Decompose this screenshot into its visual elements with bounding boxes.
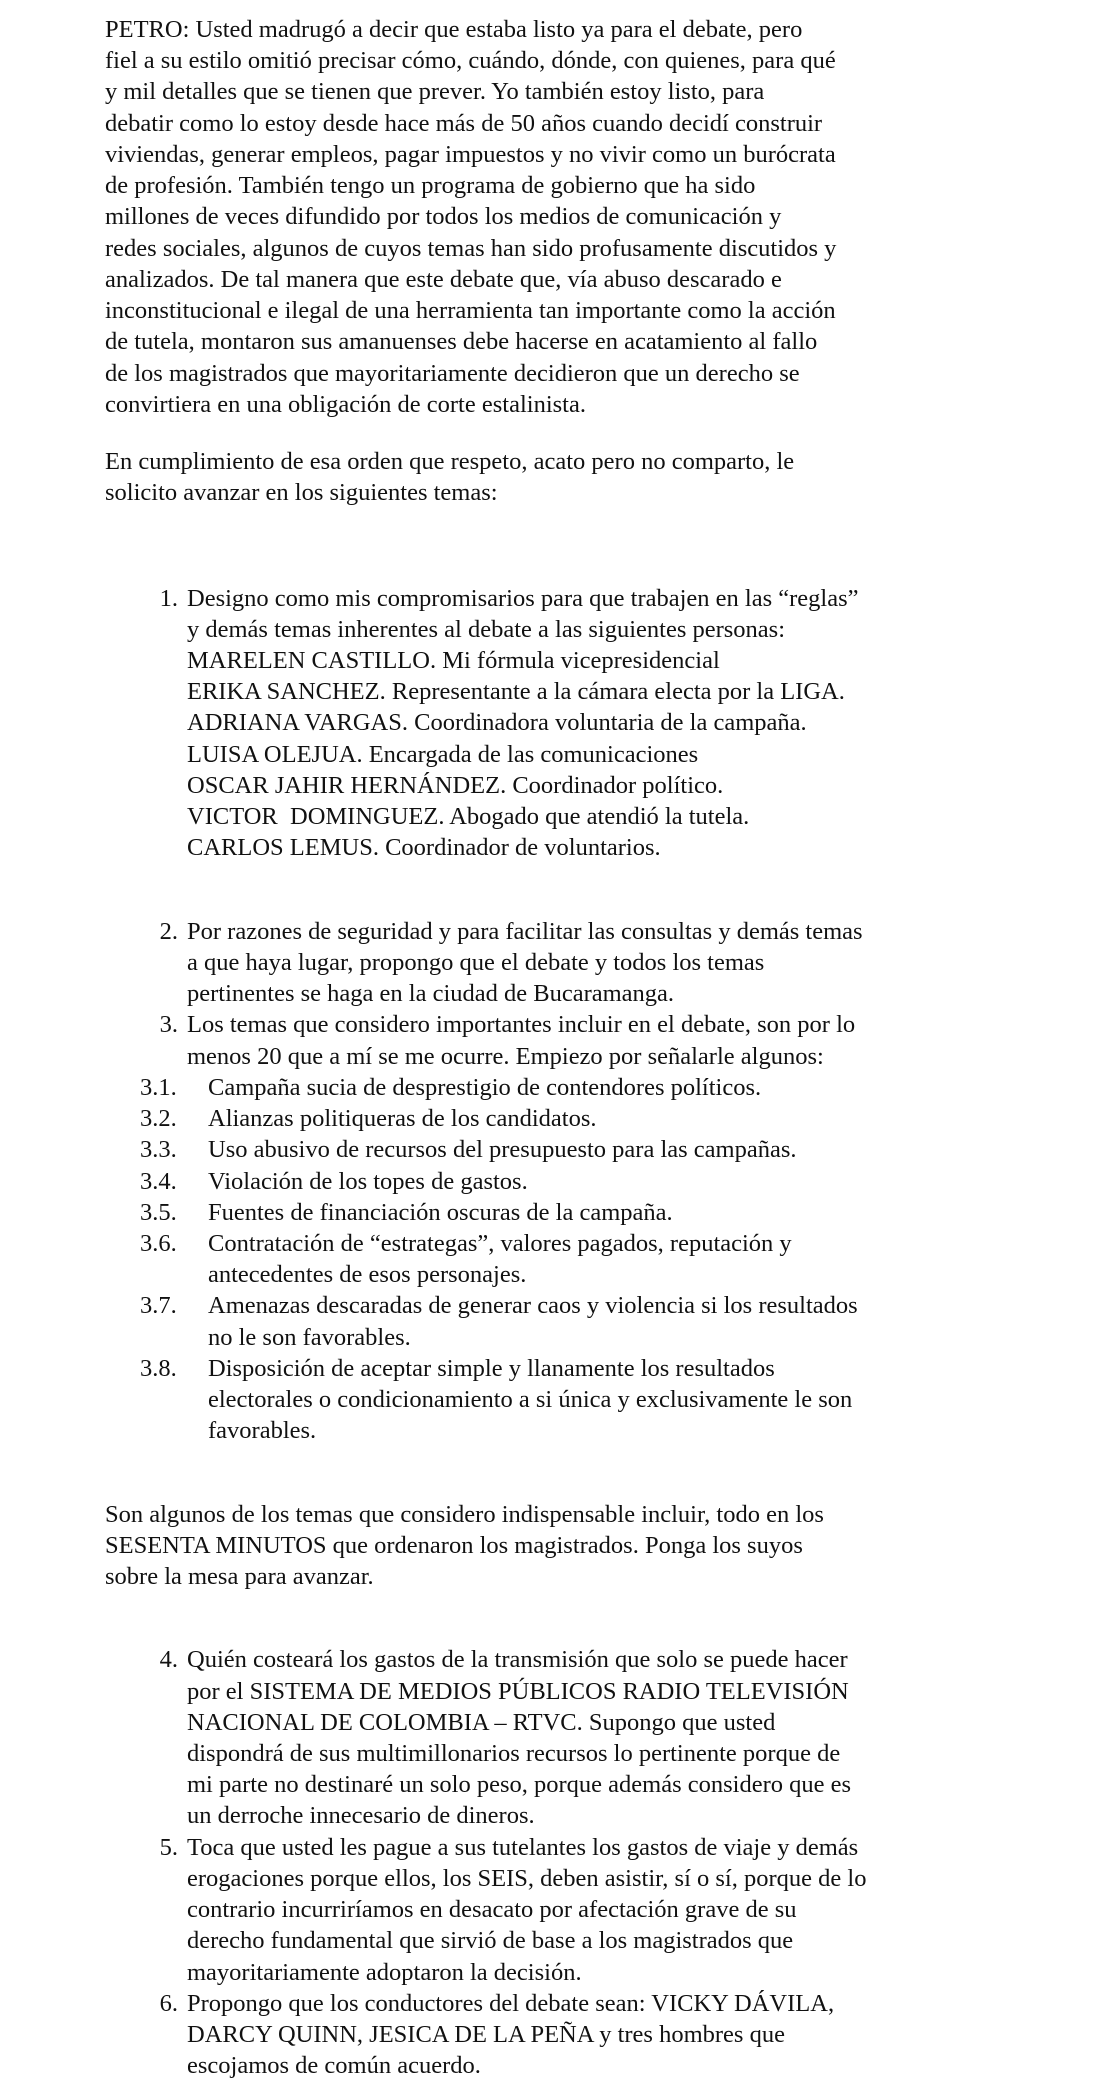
text-line: Propongo que los conductores del debate sean: VICKY DÁVILA, xyxy=(187,1989,835,2017)
list-item xyxy=(140,1988,995,2082)
text-line: Alianzas politiqueras de los candidatos. xyxy=(208,1105,597,1133)
paragraph-closing-minutes xyxy=(105,1499,995,1593)
list-item-body xyxy=(187,1832,995,1988)
document-body xyxy=(105,14,995,2082)
text-line: Uso abusivo de recursos del presupuesto para las campañas. xyxy=(208,1136,797,1164)
list-marker: 3.3. xyxy=(140,1136,177,1164)
text-line: erogaciones porque ellos, los SEIS, deben asistir, sí o sí, porque de lo xyxy=(187,1864,867,1892)
text-line: de los magistrados que mayoritariamente decidieron que un derecho se xyxy=(105,359,800,387)
compromisario-entry: LUISA OLEJUA. Encargada de las comunicaciones xyxy=(187,740,699,768)
text-line: viviendas, generar empleos, pagar impuestos y no vivir como un burócrata xyxy=(105,140,836,168)
text-line: Campaña sucia de desprestigio de contendores políticos. xyxy=(208,1073,762,1101)
list-item xyxy=(140,583,995,864)
list-item xyxy=(140,1166,995,1197)
paragraph-compliance xyxy=(105,446,995,508)
compromisario-entry: ERIKA SANCHEZ. Representante a la cámara electa por la LIGA. xyxy=(187,678,845,706)
spacer xyxy=(105,1447,995,1499)
text-line: SESENTA MINUTOS que ordenaron los magistrados. Ponga los suyos xyxy=(105,1531,803,1559)
text-line: escojamos de común acuerdo. xyxy=(187,2052,481,2080)
list-marker: 3.6. xyxy=(140,1229,177,1257)
list-item xyxy=(140,916,995,1010)
text-line: millones de veces difundido por todos los medios de comunicación y xyxy=(105,203,782,231)
list-marker: 3. xyxy=(159,1011,178,1039)
text-line: Por razones de seguridad y para facilitar las consultas y demás temas xyxy=(187,917,863,945)
list-item xyxy=(140,1228,995,1290)
list-item-body xyxy=(187,1009,995,1071)
text-line: Disposición de aceptar simple y llanamente los resultados xyxy=(208,1354,775,1382)
spacer xyxy=(105,509,995,583)
spacer xyxy=(105,420,995,446)
text-line: Contratación de “estrategas”, valores pagados, reputación y xyxy=(208,1229,792,1257)
list-item xyxy=(140,1290,995,1352)
list-item xyxy=(140,1197,995,1228)
compromisario-entry: MARELEN CASTILLO. Mi fórmula vicepresidencial xyxy=(187,646,720,674)
text-line: Quién costeará los gastos de la transmisión que solo se puede hacer xyxy=(187,1646,848,1674)
text-line: convirtiera en una obligación de corte estalinista. xyxy=(105,390,586,418)
spacer xyxy=(105,1592,995,1644)
text-line: y mil detalles que se tienen que prever. Yo también estoy listo, para xyxy=(105,78,765,106)
text-line: Fuentes de financiación oscuras de la campaña. xyxy=(208,1198,673,1226)
list-item xyxy=(140,1644,995,1831)
text-line: Designo como mis compromisarios para que trabajen en las “reglas” xyxy=(187,584,859,612)
list-marker: 3.2. xyxy=(140,1105,177,1133)
list-item-body xyxy=(208,1103,995,1134)
text-line: En cumplimiento de esa orden que respeto, acato pero no comparto, le xyxy=(105,448,795,476)
text-line: mi parte no destinaré un solo peso, porque además considero que es xyxy=(187,1771,852,1799)
text-line: mayoritariamente adoptaron la decisión. xyxy=(187,1958,582,1986)
text-line: un derroche innecesario de dineros. xyxy=(187,1802,535,1830)
list-item-body xyxy=(208,1228,995,1290)
text-line: derecho fundamental que sirvió de base a los magistrados que xyxy=(187,1927,794,1955)
text-line: analizados. De tal manera que este debate que, vía abuso descarado e xyxy=(105,265,782,293)
text-line: Violación de los topes de gastos. xyxy=(208,1167,528,1195)
text-line: debatir como lo estoy desde hace más de 50 años cuando decidí construir xyxy=(105,109,823,137)
text-line: redes sociales, algunos de cuyos temas han sido profusamente discutidos y xyxy=(105,234,837,262)
list-item-body xyxy=(187,916,995,1010)
list-marker: 2. xyxy=(159,917,178,945)
list-marker: 4. xyxy=(159,1646,178,1674)
text-line: pertinentes se haga en la ciudad de Bucaramanga. xyxy=(187,980,675,1008)
numbered-sublist-3 xyxy=(105,1072,995,1447)
list-item-body xyxy=(187,1988,995,2082)
list-item xyxy=(140,1832,995,1988)
list-item-body xyxy=(187,583,995,864)
list-marker: 3.7. xyxy=(140,1292,177,1320)
text-line: Los temas que considero importantes incluir en el debate, son por lo xyxy=(187,1011,856,1039)
text-line: Toca que usted les pague a sus tutelantes los gastos de viaje y demás xyxy=(187,1833,859,1861)
list-item-body xyxy=(208,1134,995,1165)
text-line: NACIONAL DE COLOMBIA – RTVC. Supongo que usted xyxy=(187,1708,776,1736)
list-marker: 1. xyxy=(159,584,178,612)
list-item-body xyxy=(208,1290,995,1352)
text-line: dispondrá de sus multimillonarios recursos lo pertinente porque de xyxy=(187,1740,841,1768)
list-marker: 3.1. xyxy=(140,1073,177,1101)
text-line: DARCY QUINN, JESICA DE LA PEÑA y tres hombres que xyxy=(187,2021,785,2049)
compromisario-entry: VICTOR DOMINGUEZ. Abogado que atendió la tutela. xyxy=(187,803,750,831)
list-item-body xyxy=(187,1644,995,1831)
list-item xyxy=(140,1009,995,1071)
text-line: de profesión. También tengo un programa de gobierno que ha sido xyxy=(105,172,756,200)
text-line: inconstitucional e ilegal de una herramienta tan importante como la acción xyxy=(105,297,836,325)
list-item xyxy=(140,1134,995,1165)
text-line: contrario incurriríamos en desacato por afectación grave de su xyxy=(187,1896,797,1924)
spacer xyxy=(105,864,995,916)
text-line: menos 20 que a mí se me ocurre. Empiezo por señalarle algunos: xyxy=(187,1042,824,1070)
list-marker: 3.4. xyxy=(140,1167,177,1195)
numbered-list-primary xyxy=(105,583,995,864)
text-line: antecedentes de esos personajes. xyxy=(208,1261,527,1289)
text-line: y demás temas inherentes al debate a las siguientes personas: xyxy=(187,615,786,643)
list-item xyxy=(140,1353,995,1447)
compromisario-entry: OSCAR JAHIR HERNÁNDEZ. Coordinador político. xyxy=(187,771,724,799)
list-item xyxy=(140,1072,995,1103)
list-marker: 3.5. xyxy=(140,1198,177,1226)
list-marker: 3.8. xyxy=(140,1354,177,1382)
text-line: fiel a su estilo omitió precisar cómo, cuándo, dónde, con quienes, para qué xyxy=(105,47,836,75)
text-line: solicito avanzar en los siguientes temas: xyxy=(105,479,498,507)
text-line: Son algunos de los temas que considero indispensable incluir, todo en los xyxy=(105,1500,824,1528)
text-line: a que haya lugar, propongo que el debate y todos los temas xyxy=(187,948,765,976)
text-line: favorables. xyxy=(208,1417,317,1445)
list-item-body xyxy=(208,1072,995,1103)
paragraph-intro xyxy=(105,14,995,420)
text-line: no le son favorables. xyxy=(208,1323,411,1351)
list-item-body xyxy=(208,1353,995,1447)
compromisario-entry: CARLOS LEMUS. Coordinador de voluntarios. xyxy=(187,834,661,862)
text-line: Amenazas descaradas de generar caos y violencia si los resultados xyxy=(208,1292,858,1320)
numbered-list-tail xyxy=(105,1644,995,2081)
text-line: sobre la mesa para avanzar. xyxy=(105,1563,374,1591)
list-item-body xyxy=(208,1197,995,1228)
compromisario-entry: ADRIANA VARGAS. Coordinadora voluntaria de la campaña. xyxy=(187,709,807,737)
numbered-list-secondary xyxy=(105,916,995,1072)
text-line: PETRO: Usted madrugó a decir que estaba listo ya para el debate, pero xyxy=(105,16,803,43)
list-marker: 6. xyxy=(159,1989,178,2017)
text-line: por el SISTEMA DE MEDIOS PÚBLICOS RADIO TELEVISIÓN xyxy=(187,1677,849,1705)
text-line: electorales o condicionamiento a si única y exclusivamente le son xyxy=(208,1386,853,1414)
list-marker: 5. xyxy=(159,1833,178,1861)
list-item-body xyxy=(208,1166,995,1197)
text-line: de tutela, montaron sus amanuenses debe hacerse en acatamiento al fallo xyxy=(105,328,818,356)
list-item xyxy=(140,1103,995,1134)
